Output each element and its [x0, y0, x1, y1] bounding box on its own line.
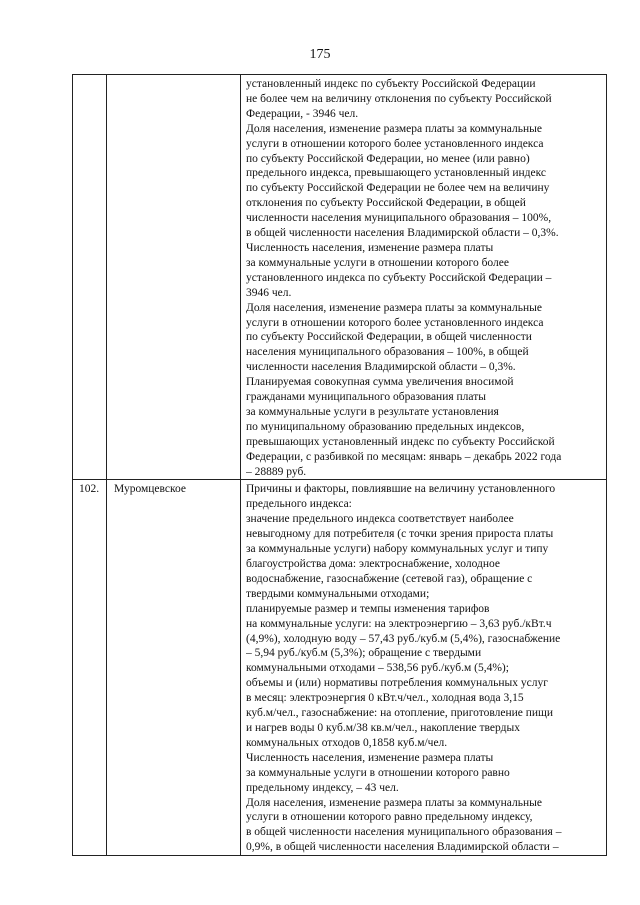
row-number-cell — [73, 75, 107, 480]
text-line: в общей численности населения Владимирской области – 0,3%. — [246, 227, 559, 240]
text-line: Численность населения, изменение размера платы — [246, 751, 494, 764]
text-line: водоснабжение, газоснабжение (сетевой газ), обращение с — [246, 572, 533, 585]
text-line: Доля населения, изменение размера платы за коммунальные — [246, 122, 542, 135]
municipality-name-cell: Муромцевское — [107, 480, 241, 856]
text-line: 0,9%, в общей численности населения Владимирской области – — [246, 841, 559, 854]
table-row — [73, 75, 607, 480]
text-line: – 5,94 руб./куб.м (5,3%); обращение с твердыми — [246, 647, 482, 660]
text-line: численности населения Владимирской области – 0,3%. — [246, 361, 516, 374]
text-line: за коммунальные услуги в отношении которого более — [246, 256, 509, 269]
text-line: в общей численности населения муниципального образования – — [246, 826, 562, 839]
table-row — [73, 480, 607, 856]
text-line: за коммунальные услуги в результате установления — [246, 405, 499, 418]
text-line: не более чем на величину отклонения по субъекту Российской — [246, 92, 552, 105]
text-line: Доля населения, изменение размера платы за коммунальные — [246, 301, 542, 314]
text-line: куб.м/чел., газоснабжение: на отопление, приготовление пищи — [246, 707, 554, 720]
text-line: по муниципальному образованию предельных индексов, — [246, 420, 525, 433]
document-table — [72, 74, 607, 856]
text-line: населения муниципального образования – 100%, в общей — [246, 346, 529, 359]
text-line: благоустройства дома: электроснабжение, холодное — [246, 558, 500, 570]
text-line: по субъекту Российской Федерации, в общей численности — [246, 331, 532, 344]
text-line: услуги в отношении которого более установленного индекса — [246, 137, 544, 150]
text-line: в месяц: электроэнергия 0 кВт.ч/чел., холодная вода 3,15 — [246, 692, 524, 705]
text-line: 3946 чел. — [246, 286, 292, 299]
text-line: твердыми коммунальными отходами; — [246, 587, 430, 600]
text-line: Федерации, с разбивкой по месяцам: январь – декабрь 2022 года — [246, 450, 562, 463]
text-line: по субъекту Российской Федерации, но менее (или равно) — [246, 152, 530, 165]
description-cell — [241, 75, 607, 480]
page-number: 175 — [309, 47, 331, 62]
text-line: отклонения по субъекту Российской Федерации, в общей — [246, 197, 526, 210]
text-line: предельному индексу, – 43 чел. — [246, 781, 399, 794]
text-line: по субъекту Российской Федерации не более чем на величину — [246, 182, 550, 195]
text-line: объемы и (или) нормативы потребления коммунальных услуг — [246, 677, 548, 690]
text-line: за коммунальные услуги) набору коммунальных услуг и типу — [246, 543, 549, 556]
municipality-name-cell — [107, 75, 241, 480]
text-line: услуги в отношении которого более установленного индекса — [246, 316, 544, 329]
text-line: установленного индекса по субъекту Российской Федерации – — [246, 271, 552, 284]
text-line: Причины и факторы, повлиявшие на величину установленного — [246, 483, 556, 496]
description-cell — [241, 480, 607, 856]
text-line: (4,9%), холодную воду – 57,43 руб./куб.м (5,4%), газоснабжение — [246, 632, 561, 645]
text-line: значение предельного индекса соответствует наиболее — [246, 513, 514, 526]
text-line: – 28889 руб. — [246, 465, 307, 478]
text-line: предельного индекса: — [246, 498, 352, 511]
text-line: за коммунальные услуги в отношении которого равно — [246, 766, 510, 779]
text-line: коммунальных отходов 0,1858 куб.м/чел. — [246, 736, 448, 749]
text-line: Численность населения, изменение размера платы — [246, 241, 494, 254]
text-line: установленный индекс по субъекту Российской Федерации — [246, 78, 536, 90]
text-line: Федерации, - 3946 чел. — [246, 107, 359, 120]
text-line: планируемые размер и темпы изменения тарифов — [246, 602, 490, 615]
text-line: численности населения муниципального образования – 100%, — [246, 212, 552, 225]
text-line: услуги в отношении которого равно предельному индексу, — [246, 811, 533, 824]
text-line: невыгодному для потребителя (с точки зрения прироста платы — [246, 528, 554, 541]
text-line: предельного индекса, превышающего установленный индекс — [246, 167, 547, 180]
text-line: на коммунальные услуги: на электроэнергию – 3,63 руб./кВт.ч — [246, 617, 552, 630]
text-line: и нагрев воды 0 куб.м/38 кв.м/чел., накопление твердых — [246, 721, 520, 734]
text-line: гражданами муниципального образования платы — [246, 391, 486, 404]
text-line: коммунальными отходами – 538,56 руб./куб.м (5,4%); — [246, 662, 509, 675]
text-line: Доля населения, изменение размера платы за коммунальные — [246, 796, 542, 809]
text-line: превышающих установленный индекс по субъекту Российской — [246, 435, 555, 448]
text-line: Планируемая совокупная сумма увеличения вносимой — [246, 376, 514, 389]
row-number-cell: 102. — [73, 480, 107, 856]
